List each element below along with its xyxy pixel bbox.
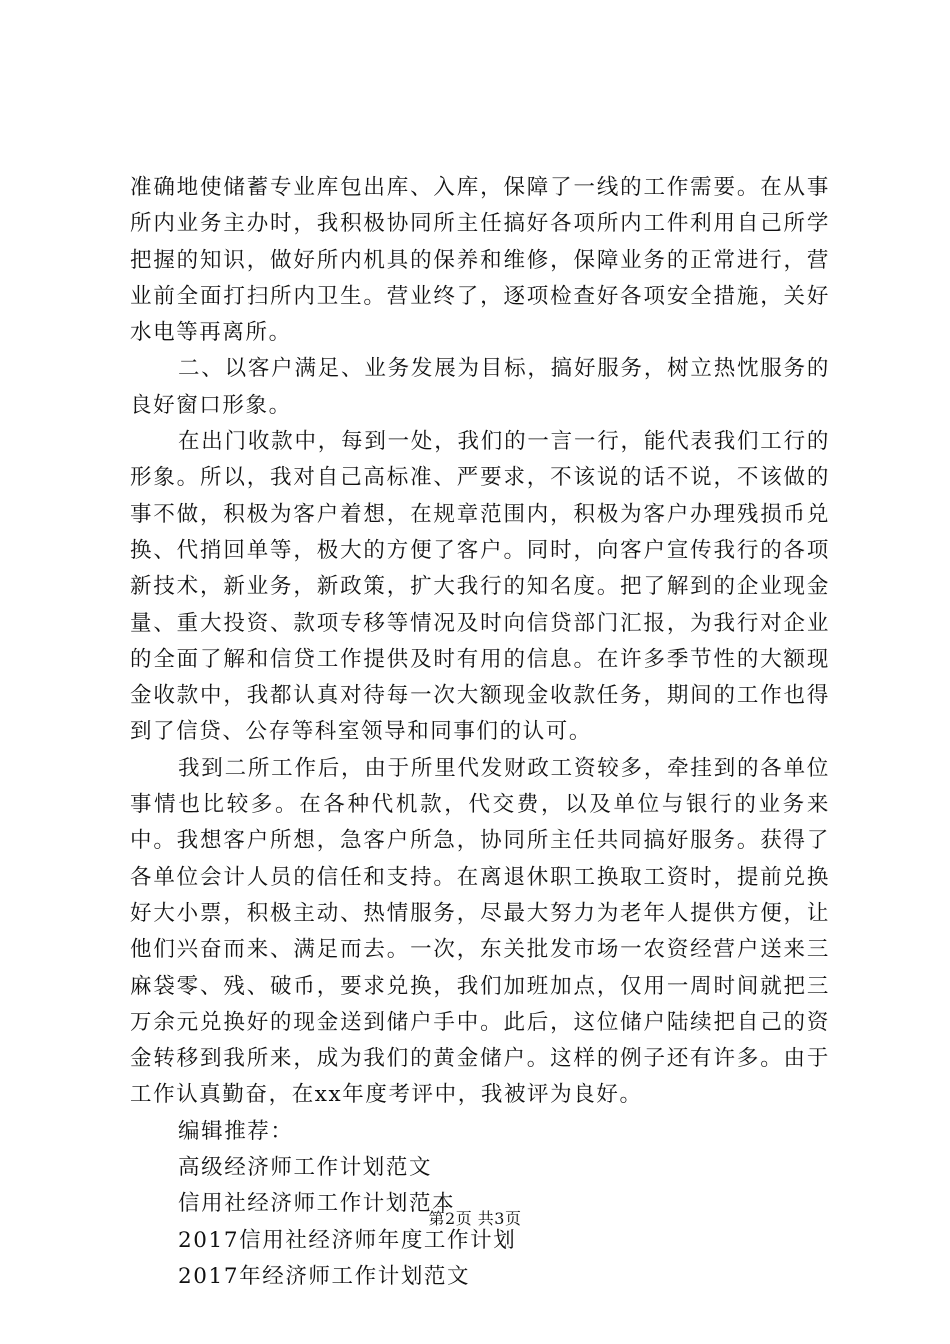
recommend-item[interactable]: 信用社经济师工作计划范本 xyxy=(178,1191,456,1217)
paragraph-collection-service: 在出门收款中，每到一处，我们的一言一行，能代表我们工行的形象。所以，我对自己高标准、严要求，不该说的话不说，不该做的事不做，积极为客户着想，在规章范围内，积极为客户办理残损币兑换、代捎回单等，极大的方便了客户。同时，向客户宣传我行的各项新技术，新业务，新政策，扩大我行的知名度。把了解到的企业现金量、重大投资、款项专移等情况及时向信贷部门汇报，为我行对企业的全面了解和信贷工作提供及时有用的信息。在许多季节性的大额现金收款中，我都认真对待每一次大额现金收款任务，期间的工作也得到了信贷、公存等科室领导和同事们的认可。 xyxy=(130,429,830,745)
paragraph-second-office: 我到二所工作后，由于所里代发财政工资较多，牵挂到的各单位事情也比较多。在各种代机款，代交费，以及单位与银行的业务来中。我想客户所想，急客户所急，协同所主任共同搞好服务。获得了各单位会计人员的信任和支持。在离退休职工换取工资时，提前兑换好大小票，积极主动、热情服务，尽最大努力为老年人提供方便，让他们兴奋而来、满足而去。一次，东关批发市场一农资经营户送来三麻袋零、残、破币，要求兑换，我们加班加点，仅用一周时间就把三万余元兑换好的现金送到储户手中。此后，这位储户陆续把自己的资金转移到我所来，成为我们的黄金储户。这样的例子还有许多。由于工作认真勤奋，在xx年度考评中，我被评为良好。 xyxy=(130,755,830,1108)
recommend-item[interactable]: 2017年经济师工作计划范文 xyxy=(178,1263,471,1289)
page-number: 第2页 共3页 xyxy=(428,1209,522,1228)
paragraph-continuation: 准确地使储蓄专业库包出库、入库，保障了一线的工作需要。在从事所内业务主办时，我积极协同所主任搞好各项所内工件利用自己所学把握的知识，做好所内机具的保养和维修，保障业务的正常进行，营业前全面打扫所内卫生。营业终了，逐项检查好各项安全措施，关好水电等再离所。 xyxy=(130,175,830,346)
recommend-heading: 编辑推荐： xyxy=(178,1118,294,1144)
paragraph-section-heading: 二、以客户满足、业务发展为目标，搞好服务，树立热忱服务的良好窗口形象。 xyxy=(130,356,830,418)
recommend-item[interactable]: 2017信用社经济师年度工作计划 xyxy=(178,1227,517,1253)
recommend-item[interactable]: 高级经济师工作计划范文 xyxy=(178,1155,433,1181)
document-body xyxy=(130,170,830,1295)
